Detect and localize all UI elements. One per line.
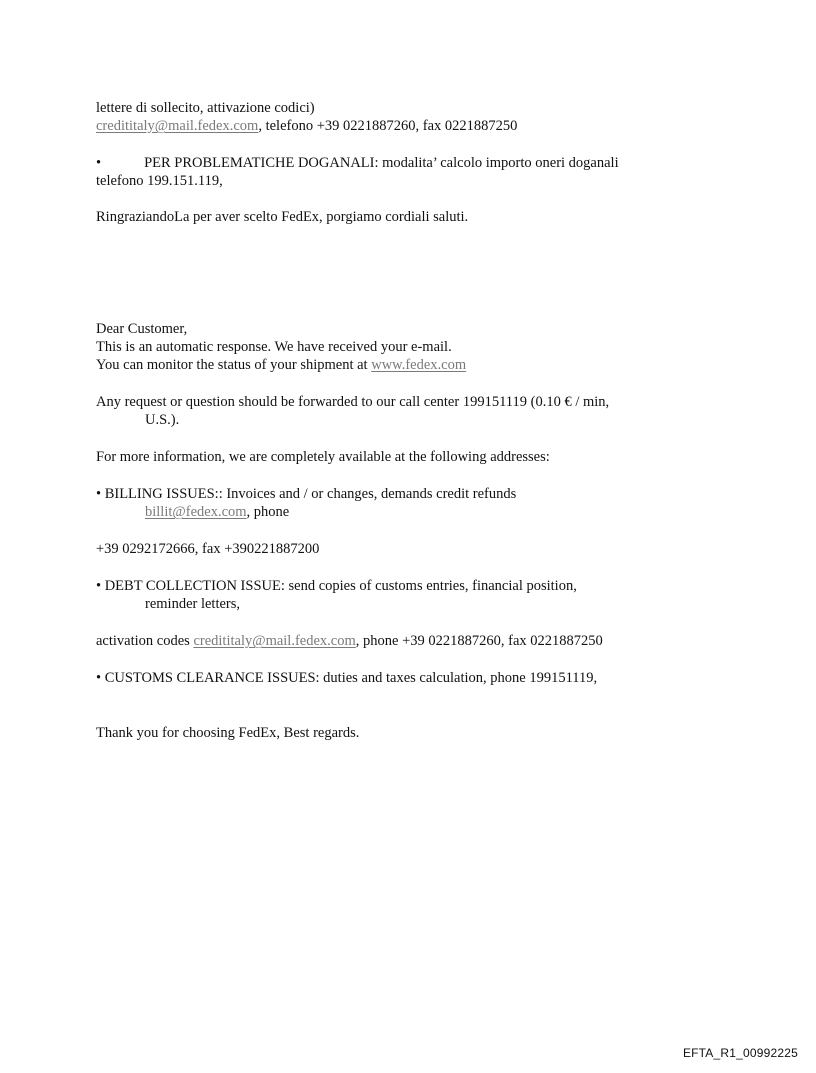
english-request-line-2 [145,411,179,429]
document-id-stamp: EFTA_R1_00992225 [682,1046,798,1060]
english-debt-text-2: reminder letters, [145,596,241,612]
english-closing-text: Thank you for choosing FedEx, Best regards. [96,725,360,741]
english-auto-response-text: This is an automatic response. We have received your e-mail. [96,339,452,355]
english-credit-email-link[interactable]: credititaly@mail.fedex.com [193,633,356,649]
english-request-line-1 [96,393,609,411]
english-activation-prefix: activation codes [96,633,194,649]
english-debt-line-1 [96,577,577,595]
italian-closing-text: RingraziandoLa per aver scelto FedEx, porgiamo cordiali saluti. [96,209,469,225]
italian-contact-phone-fax: , telefono +39 0221887260, fax 0221887250 [258,118,518,134]
english-greeting [96,320,187,338]
italian-line-reminder-letters-text: lettere di sollecito, attivazione codici) [96,100,315,116]
english-more-info-text: For more information, we are completely available at the following addresses: [96,449,550,465]
fedex-website-link[interactable]: www.fedex.com [371,357,467,373]
english-billing-line-2 [145,503,289,521]
italian-line-reminder-letters [96,99,315,117]
billing-phone-label: , phone [246,504,290,520]
english-auto-response [96,338,452,356]
italian-credit-email-link[interactable]: credititaly@mail.fedex.com [96,118,259,134]
english-closing [96,724,359,742]
italian-customs-phone [96,172,223,190]
english-monitor-text: You can monitor the status of your shipment at [96,357,372,373]
english-billing-phone [96,540,319,558]
english-more-info [96,448,550,466]
english-customs-text: • CUSTOMS CLEARANCE ISSUES: duties and taxes calculation, phone 199151119, [96,670,598,686]
italian-customs-phone-text: telefono 199.151.119, [96,173,223,189]
english-customs-line [96,669,597,687]
english-request-text-1: Any request or question should be forwarded to our call center 199151119 (0.10 € / min, [96,394,610,410]
english-activation-line [96,632,603,650]
billing-email-link[interactable]: billit@fedex.com [145,504,247,520]
bullet-glyph: • [96,155,102,171]
english-greeting-text: Dear Customer, [96,321,188,337]
english-billing-text: • BILLING ISSUES:: Invoices and / or changes, demands credit refunds [96,486,517,502]
italian-customs-text: PER PROBLEMATICHE DOGANALI: modalita’ calcolo importo oneri doganali [144,155,619,171]
italian-line-contact [96,117,517,135]
english-activation-phone-fax: , phone +39 0221887260, fax 0221887250 [355,633,603,649]
english-monitor-line [96,356,466,374]
english-billing-line-1 [96,485,516,503]
italian-customs-bullet-line [96,154,619,172]
italian-closing [96,208,468,226]
english-debt-text-1: • DEBT COLLECTION ISSUE: send copies of customs entries, financial position, [96,578,577,594]
english-request-text-2: U.S.). [145,412,180,428]
english-debt-line-2 [145,595,240,613]
english-billing-phone-text: +39 0292172666, fax +390221887200 [96,541,320,557]
